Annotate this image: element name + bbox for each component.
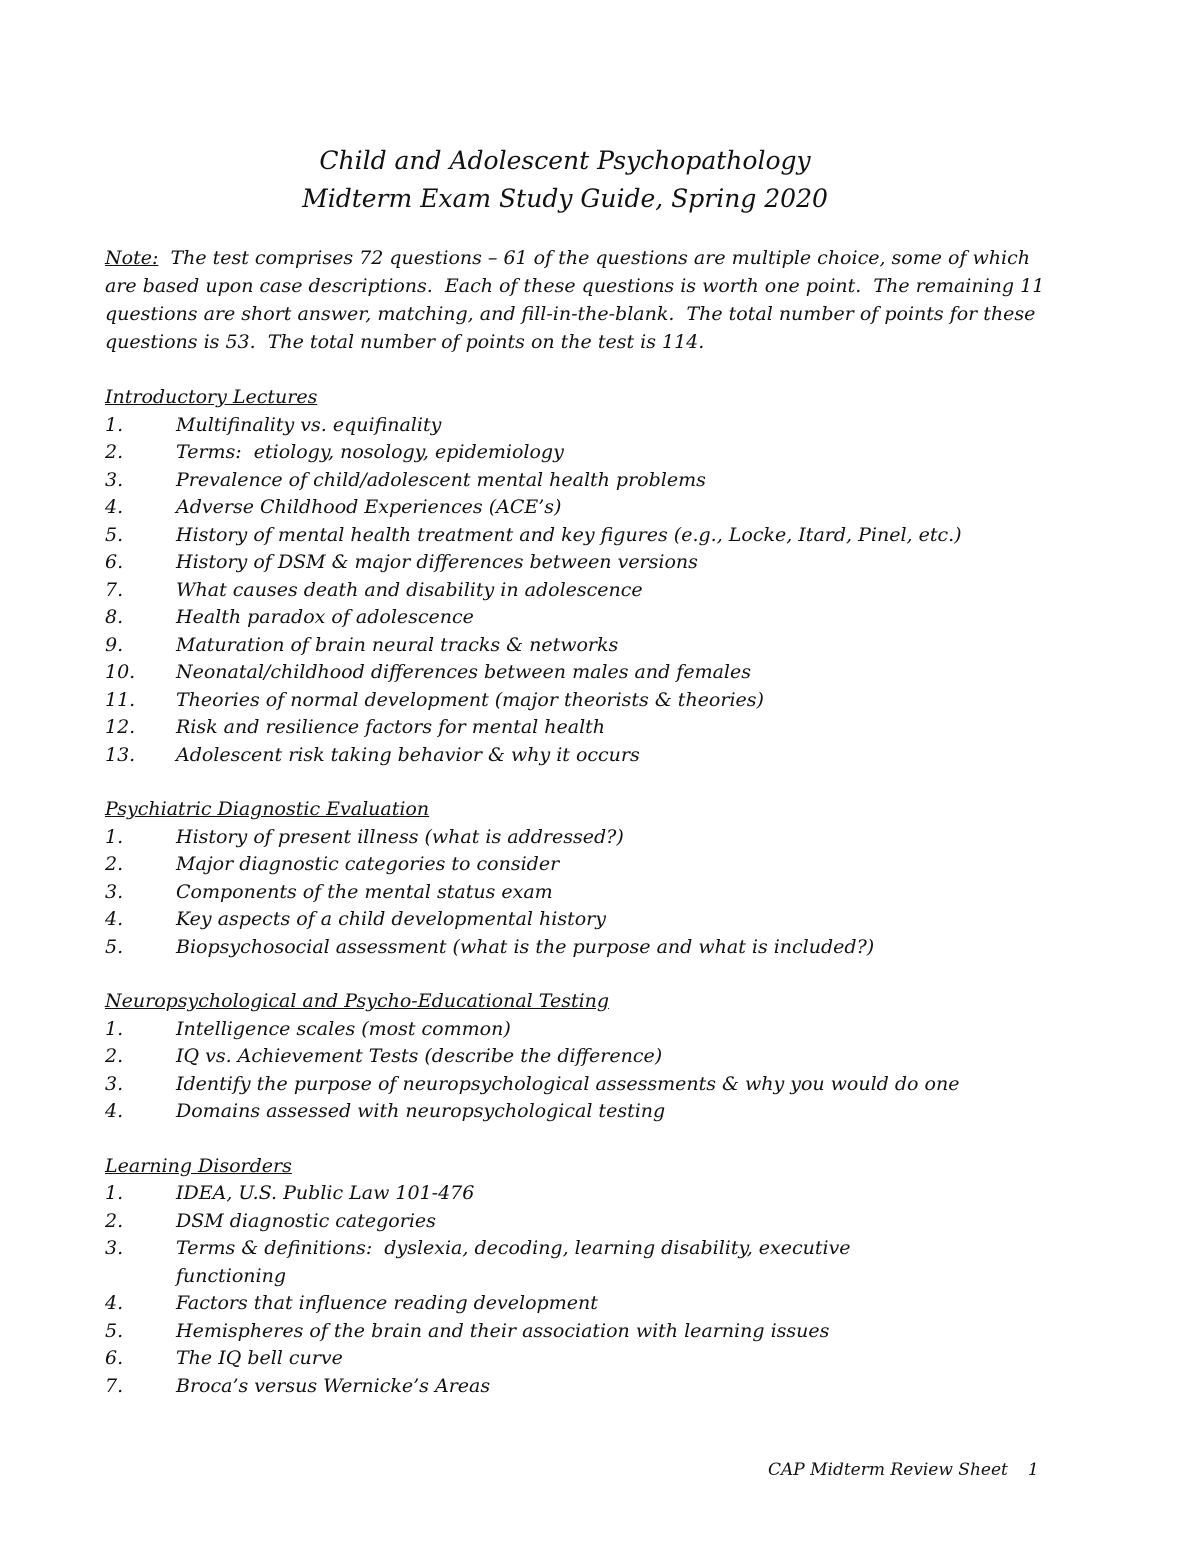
item-text: Domains assessed with neuropsychological testing xyxy=(176,1100,666,1122)
item-text: Terms: etiology, nosology, epidemiology xyxy=(176,441,564,463)
list-item xyxy=(105,1180,1045,1208)
item-number: 2. xyxy=(105,1045,124,1067)
item-number: 1. xyxy=(105,1017,124,1040)
item-number: 1. xyxy=(105,1182,124,1204)
item-text: Multifinality vs. equifinality xyxy=(176,413,442,436)
list-item xyxy=(105,742,1045,770)
list-item xyxy=(105,549,1045,577)
item-number: 2. xyxy=(105,853,124,875)
list-item xyxy=(105,824,1045,852)
section-learning-disorders xyxy=(105,1153,1045,1401)
list-item xyxy=(105,604,1045,632)
list-item xyxy=(105,577,1045,605)
item-number: 6. xyxy=(105,1347,124,1369)
item-text: DSM diagnostic categories xyxy=(176,1209,436,1232)
item-text: History of mental health treatment and key figures (e.g., Locke, Itard, Pinel, etc.) xyxy=(176,523,962,546)
list-item xyxy=(105,851,1045,879)
item-text: Health paradox of adolescence xyxy=(176,606,474,628)
section-heading: Learning Disorders xyxy=(105,1154,292,1177)
section-neuropsychological-testing xyxy=(105,988,1045,1126)
list-item xyxy=(105,1071,1045,1099)
item-number: 7. xyxy=(105,578,124,601)
note-text: The test comprises 72 questions – 61 of the questions are multiple choice, some of which are based upon case descriptions. Each of these questions is worth one point. The remaining 11 questions are short answer, matching, and fill-in-the-blank. The total number of points for these questions is 53. The total number of points on the test is 114. xyxy=(105,247,1051,353)
item-text: The IQ bell curve xyxy=(176,1347,343,1369)
section-heading: Introductory Lectures xyxy=(105,386,318,408)
item-text: Factors that influence reading development xyxy=(176,1292,598,1314)
item-number: 2. xyxy=(105,1209,124,1232)
item-text: What causes death and disability in adolescence xyxy=(176,578,643,601)
exam-note xyxy=(105,244,1051,356)
list-item xyxy=(105,522,1045,550)
item-number: 10. xyxy=(105,661,136,683)
list-item xyxy=(105,412,1045,440)
document-title: Child and Adolescent Psychopathology xyxy=(319,146,811,175)
item-text: Risk and resilience factors for mental health xyxy=(176,716,606,738)
item-number: 3. xyxy=(105,1237,124,1259)
item-number: 9. xyxy=(105,633,124,656)
item-text: Theories of normal development (major theorists & theories) xyxy=(176,688,764,711)
item-number: 1. xyxy=(105,825,124,848)
item-text: Adverse Childhood Experiences (ACE’s) xyxy=(176,496,562,518)
item-text: Identify the purpose of neuropsychological assessments & why you would do one xyxy=(176,1072,960,1095)
item-number: 3. xyxy=(105,468,124,491)
item-number: 11. xyxy=(105,688,136,711)
list-item xyxy=(105,632,1045,660)
list-item xyxy=(105,1043,1045,1071)
item-text: Key aspects of a child developmental history xyxy=(176,908,606,930)
item-number: 3. xyxy=(105,880,124,903)
item-number: 4. xyxy=(105,496,124,518)
section-heading: Psychiatric Diagnostic Evaluation xyxy=(105,798,430,820)
topic-list xyxy=(105,824,1045,962)
item-text: Components of the mental status exam xyxy=(176,880,553,903)
item-text: IDEA, U.S. Public Law 101-476 xyxy=(176,1182,475,1204)
section-introductory-lectures xyxy=(105,384,1045,769)
page-footer xyxy=(768,1460,1039,1480)
item-text: Maturation of brain neural tracks & networks xyxy=(176,633,619,656)
list-item xyxy=(105,1290,1045,1318)
item-number: 12. xyxy=(105,716,136,738)
list-item xyxy=(105,879,1045,907)
note-label: Note: xyxy=(105,247,159,269)
document-subtitle: Midterm Exam Study Guide, Spring 2020 xyxy=(302,184,828,213)
item-text: IQ vs. Achievement Tests (describe the difference) xyxy=(176,1045,663,1067)
item-text: Major diagnostic categories to consider xyxy=(176,853,560,875)
item-text: History of DSM & major differences between versions xyxy=(176,551,698,573)
item-number: 7. xyxy=(105,1374,124,1397)
list-item xyxy=(105,439,1045,467)
item-number: 13. xyxy=(105,743,136,766)
page-number: 1 xyxy=(1027,1460,1039,1480)
item-text: Broca’s versus Wernicke’s Areas xyxy=(176,1374,491,1397)
list-item xyxy=(105,494,1045,522)
item-text: Neonatal/childhood differences between males and females xyxy=(176,661,751,683)
list-item xyxy=(105,467,1045,495)
topic-list xyxy=(105,1016,1045,1126)
list-item xyxy=(105,1098,1045,1126)
item-number: 5. xyxy=(105,523,124,546)
item-number: 1. xyxy=(105,413,124,436)
item-number: 3. xyxy=(105,1072,124,1095)
item-text: Adolescent risk taking behavior & why it occurs xyxy=(176,743,640,766)
list-item xyxy=(105,1235,1045,1290)
list-item xyxy=(105,906,1045,934)
list-item xyxy=(105,1373,1045,1401)
title-block xyxy=(0,142,1130,218)
list-item xyxy=(105,714,1045,742)
section-heading: Neuropsychological and Psycho-Educational Testing xyxy=(105,990,610,1012)
item-number: 6. xyxy=(105,551,124,573)
item-number: 2. xyxy=(105,441,124,463)
item-number: 4. xyxy=(105,1292,124,1314)
list-item xyxy=(105,1345,1045,1373)
item-text: History of present illness (what is addressed?) xyxy=(176,825,624,848)
item-text: Biopsychosocial assessment (what is the purpose and what is included?) xyxy=(176,935,875,958)
topic-list xyxy=(105,1180,1045,1400)
footer-label: CAP Midterm Review Sheet xyxy=(768,1460,1008,1480)
item-number: 8. xyxy=(105,606,124,628)
list-item xyxy=(105,1208,1045,1236)
list-item xyxy=(105,934,1045,962)
item-number: 5. xyxy=(105,1319,124,1342)
item-number: 4. xyxy=(105,908,124,930)
list-item xyxy=(105,1016,1045,1044)
list-item xyxy=(105,659,1045,687)
item-text: Hemispheres of the brain and their association with learning issues xyxy=(176,1319,830,1342)
document-body xyxy=(105,244,1051,1427)
list-item xyxy=(105,1318,1045,1346)
item-text: Intelligence scales (most common) xyxy=(176,1017,511,1040)
topic-list xyxy=(105,412,1045,770)
item-number: 4. xyxy=(105,1100,124,1122)
item-text: Terms & definitions: dyslexia, decoding, learning disability, executive functioning xyxy=(176,1237,857,1287)
list-item xyxy=(105,687,1045,715)
item-number: 5. xyxy=(105,935,124,958)
section-psychiatric-diagnostic-evaluation xyxy=(105,796,1045,961)
item-text: Prevalence of child/adolescent mental health problems xyxy=(176,468,706,491)
